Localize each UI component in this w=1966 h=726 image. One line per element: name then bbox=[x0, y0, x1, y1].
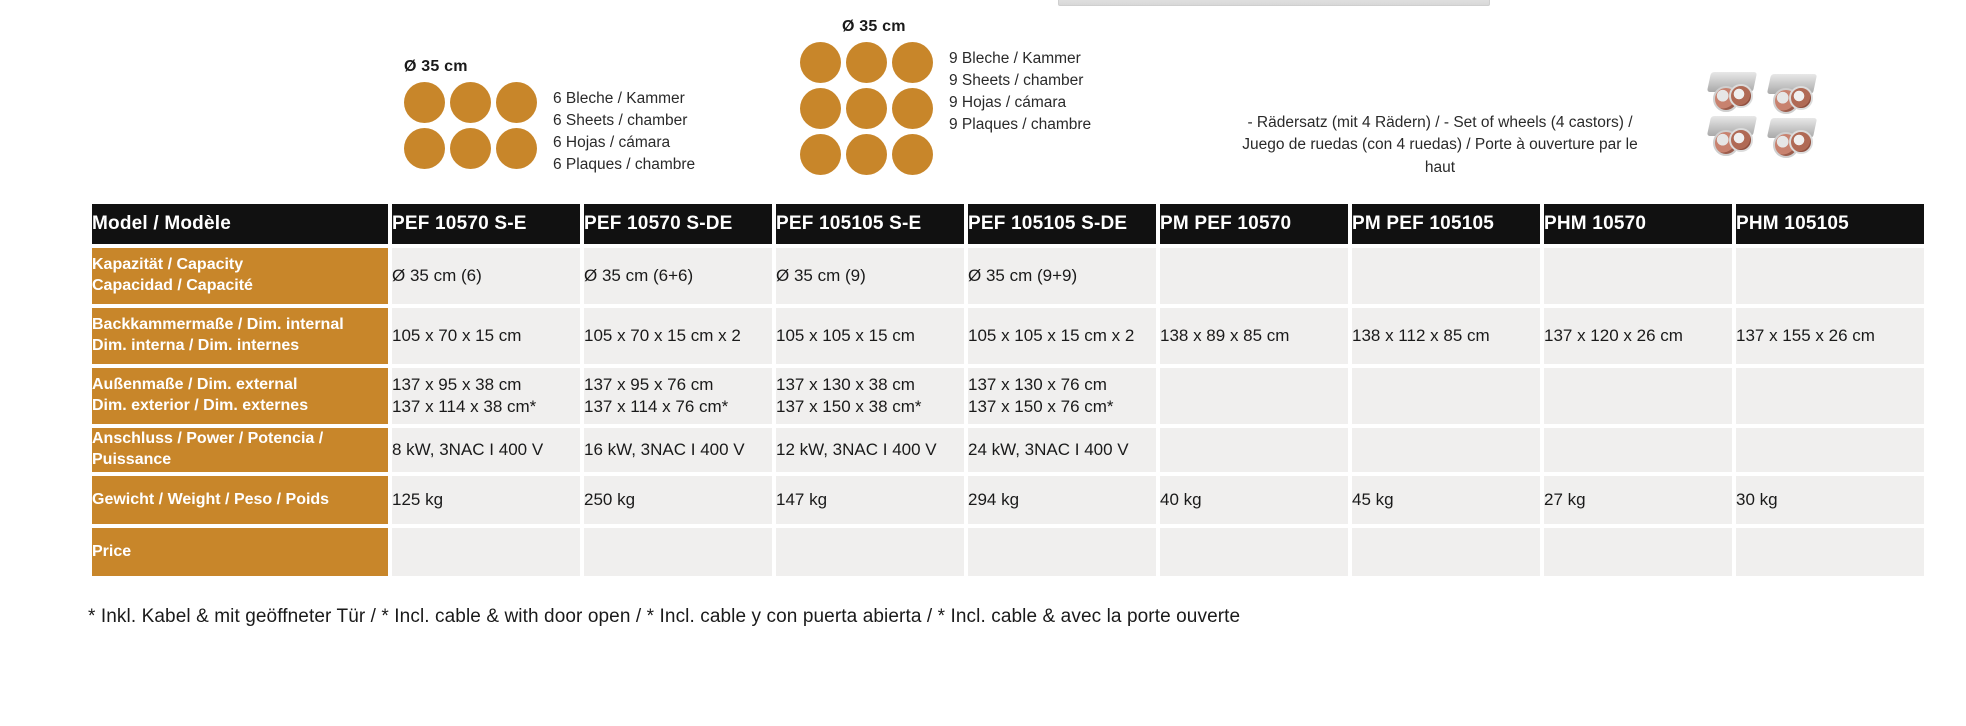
cell-external-4 bbox=[968, 368, 1156, 424]
cell-price-3 bbox=[776, 528, 964, 576]
cell-external-7 bbox=[1544, 368, 1732, 424]
cell-power-4: 24 kW, 3NAC I 400 V bbox=[968, 428, 1156, 472]
cell-internal-3: 105 x 105 x 15 cm bbox=[776, 308, 964, 364]
row-label-price: Price bbox=[92, 528, 388, 576]
castor-wheel-icon bbox=[1705, 72, 1761, 112]
cell-weight-4: 294 kg bbox=[968, 476, 1156, 524]
cell-power-1: 8 kW, 3NAC I 400 V bbox=[392, 428, 580, 472]
legend-line: 6 Plaques / chambre bbox=[553, 156, 696, 173]
cell-internal-1: 105 x 70 x 15 cm bbox=[392, 308, 580, 364]
row-label-weight: Gewicht / Weight / Peso / Poids bbox=[92, 476, 388, 524]
cell-weight-3: 147 kg bbox=[776, 476, 964, 524]
cell-price-8 bbox=[1736, 528, 1924, 576]
dot-grid-9 bbox=[800, 42, 933, 180]
footnote: * Inkl. Kabel & mit geöffneter Tür / * Incl. cable & with door open / * Incl. cable y con puerta abierta / * Incl. cable & avec la porte ouverte bbox=[88, 606, 1241, 627]
sheet-dot bbox=[450, 82, 491, 123]
legend-line: 6 Sheets / chamber bbox=[553, 112, 688, 129]
cell-external-3 bbox=[776, 368, 964, 424]
cell-internal-7: 137 x 120 x 26 cm bbox=[1544, 308, 1732, 364]
legend-line: 6 Bleche / Kammer bbox=[553, 90, 685, 107]
column-header-pef-10570-se: PEF 10570 S-E bbox=[392, 204, 580, 244]
column-header-pm-pef-10570: PM PEF 10570 bbox=[1160, 204, 1348, 244]
sheet-dot bbox=[800, 134, 841, 175]
sheet-dot bbox=[496, 128, 537, 169]
cell-line: 137 x 150 x 38 cm* bbox=[776, 397, 922, 416]
cell-power-5 bbox=[1160, 428, 1348, 472]
cell-line: 137 x 95 x 38 cm bbox=[392, 374, 522, 394]
table-row bbox=[92, 476, 1924, 524]
table-header-row bbox=[92, 204, 1924, 244]
table-row bbox=[92, 528, 1924, 576]
table-row bbox=[92, 248, 1924, 304]
table-row bbox=[92, 428, 1924, 472]
dot-row bbox=[800, 42, 933, 83]
wheels-note-line: - Rädersatz (mit 4 Rädern) / - Set of wheels (4 castors) / bbox=[1247, 114, 1633, 131]
cell-price-4 bbox=[968, 528, 1156, 576]
wheels-note bbox=[1230, 112, 1650, 179]
castor-wheel-icon bbox=[1705, 116, 1761, 156]
cell-capacity-6 bbox=[1352, 248, 1540, 304]
cell-capacity-4: Ø 35 cm (9+9) bbox=[968, 248, 1156, 304]
row-label-line: Kapazität / Capacity bbox=[92, 256, 244, 274]
cell-price-1 bbox=[392, 528, 580, 576]
dot-row bbox=[800, 88, 933, 129]
legend-line: 9 Hojas / cámara bbox=[949, 94, 1067, 111]
cell-external-1 bbox=[392, 368, 580, 424]
row-label-power: Anschluss / Power / Potencia / Puissance bbox=[92, 428, 388, 472]
cell-power-3: 12 kW, 3NAC I 400 V bbox=[776, 428, 964, 472]
cell-price-2 bbox=[584, 528, 772, 576]
sheet-dot bbox=[846, 42, 887, 83]
legend-line: 9 Sheets / chamber bbox=[949, 72, 1084, 89]
capacity-legend-9 bbox=[949, 42, 1091, 136]
cell-internal-8: 137 x 155 x 26 cm bbox=[1736, 308, 1924, 364]
cell-internal-2: 105 x 70 x 15 cm x 2 bbox=[584, 308, 772, 364]
column-header-phm-105105: PHM 105105 bbox=[1736, 204, 1924, 244]
cell-weight-6: 45 kg bbox=[1352, 476, 1540, 524]
capacity-legend-6 bbox=[553, 82, 695, 176]
cell-price-5 bbox=[1160, 528, 1348, 576]
cell-capacity-3: Ø 35 cm (9) bbox=[776, 248, 964, 304]
castor-wheel-icon bbox=[1765, 118, 1821, 158]
sheet-dot bbox=[892, 134, 933, 175]
cell-external-5 bbox=[1160, 368, 1348, 424]
row-label-line: Capacidad / Capacité bbox=[92, 277, 253, 294]
legend-line: 9 Plaques / chambre bbox=[949, 116, 1092, 133]
wheels-note-line: Juego de ruedas (con 4 ruedas) / Porte à ouverture par le haut bbox=[1242, 136, 1638, 176]
cell-capacity-1: Ø 35 cm (6) bbox=[392, 248, 580, 304]
cell-power-7 bbox=[1544, 428, 1732, 472]
row-label-external-dimensions bbox=[92, 368, 388, 424]
cell-capacity-8 bbox=[1736, 248, 1924, 304]
cell-price-7 bbox=[1544, 528, 1732, 576]
cell-power-2: 16 kW, 3NAC I 400 V bbox=[584, 428, 772, 472]
capacity-diagram-6 bbox=[404, 58, 695, 176]
cell-weight-5: 40 kg bbox=[1160, 476, 1348, 524]
cell-power-8 bbox=[1736, 428, 1924, 472]
dot-row bbox=[800, 134, 933, 175]
dot-row bbox=[404, 82, 537, 123]
cell-external-6 bbox=[1352, 368, 1540, 424]
column-header-pm-pef-105105: PM PEF 105105 bbox=[1352, 204, 1540, 244]
cell-external-2 bbox=[584, 368, 772, 424]
cell-line: 137 x 150 x 76 cm* bbox=[968, 397, 1114, 416]
cell-internal-5: 138 x 89 x 85 cm bbox=[1160, 308, 1348, 364]
illustration-band bbox=[0, 0, 1966, 200]
cell-weight-7: 27 kg bbox=[1544, 476, 1732, 524]
sheet-dot bbox=[800, 88, 841, 129]
row-label-internal-dimensions bbox=[92, 308, 388, 364]
legend-line: 6 Hojas / cámara bbox=[553, 134, 671, 151]
product-shelf-strip bbox=[1058, 0, 1490, 6]
sheet-dot bbox=[404, 82, 445, 123]
column-header-pef-105105-sde: PEF 105105 S-DE bbox=[968, 204, 1156, 244]
row-label-line: Backkammermaße / Dim. internal bbox=[92, 316, 344, 334]
cell-line: 137 x 114 x 38 cm* bbox=[392, 397, 537, 416]
column-header-pef-105105-se: PEF 105105 S-E bbox=[776, 204, 964, 244]
castor-images bbox=[1705, 72, 1825, 160]
cell-internal-6: 138 x 112 x 85 cm bbox=[1352, 308, 1540, 364]
sheet-dot bbox=[846, 134, 887, 175]
cell-external-8 bbox=[1736, 368, 1924, 424]
sheet-dot bbox=[800, 42, 841, 83]
sheet-dot bbox=[892, 88, 933, 129]
cell-line: 137 x 114 x 76 cm* bbox=[584, 397, 729, 416]
cell-capacity-5 bbox=[1160, 248, 1348, 304]
diameter-label-6: Ø 35 cm bbox=[404, 58, 468, 75]
legend-line: 9 Bleche / Kammer bbox=[949, 50, 1081, 67]
column-header-pef-10570-sde: PEF 10570 S-DE bbox=[584, 204, 772, 244]
specification-table bbox=[88, 200, 1928, 580]
cell-weight-8: 30 kg bbox=[1736, 476, 1924, 524]
dot-grid-6 bbox=[404, 82, 537, 174]
sheet-dot bbox=[846, 88, 887, 129]
sheet-dot bbox=[404, 128, 445, 169]
row-label-line: Außenmaße / Dim. external bbox=[92, 376, 298, 394]
cell-power-6 bbox=[1352, 428, 1540, 472]
table-row bbox=[92, 368, 1924, 424]
dot-row bbox=[404, 128, 537, 169]
capacity-diagram-9 bbox=[800, 18, 1091, 180]
cell-weight-2: 250 kg bbox=[584, 476, 772, 524]
cell-line: 137 x 130 x 38 cm bbox=[776, 374, 915, 394]
row-label-capacity bbox=[92, 248, 388, 304]
cell-line: 137 x 95 x 76 cm bbox=[584, 374, 714, 394]
cell-capacity-2: Ø 35 cm (6+6) bbox=[584, 248, 772, 304]
cell-weight-1: 125 kg bbox=[392, 476, 580, 524]
cell-internal-4: 105 x 105 x 15 cm x 2 bbox=[968, 308, 1156, 364]
cell-line: 137 x 130 x 76 cm bbox=[968, 374, 1107, 394]
row-label-line: Dim. interna / Dim. internes bbox=[92, 337, 300, 354]
sheet-dot bbox=[892, 42, 933, 83]
column-header-phm-10570: PHM 10570 bbox=[1544, 204, 1732, 244]
diameter-label-9: Ø 35 cm bbox=[842, 18, 906, 35]
row-label-line: Dim. exterior / Dim. externes bbox=[92, 397, 309, 414]
cell-capacity-7 bbox=[1544, 248, 1732, 304]
sheet-dot bbox=[496, 82, 537, 123]
cell-price-6 bbox=[1352, 528, 1540, 576]
column-header-model: Model / Modèle bbox=[92, 204, 388, 244]
sheet-dot bbox=[450, 128, 491, 169]
castor-wheel-icon bbox=[1765, 74, 1821, 114]
table-row bbox=[92, 308, 1924, 364]
